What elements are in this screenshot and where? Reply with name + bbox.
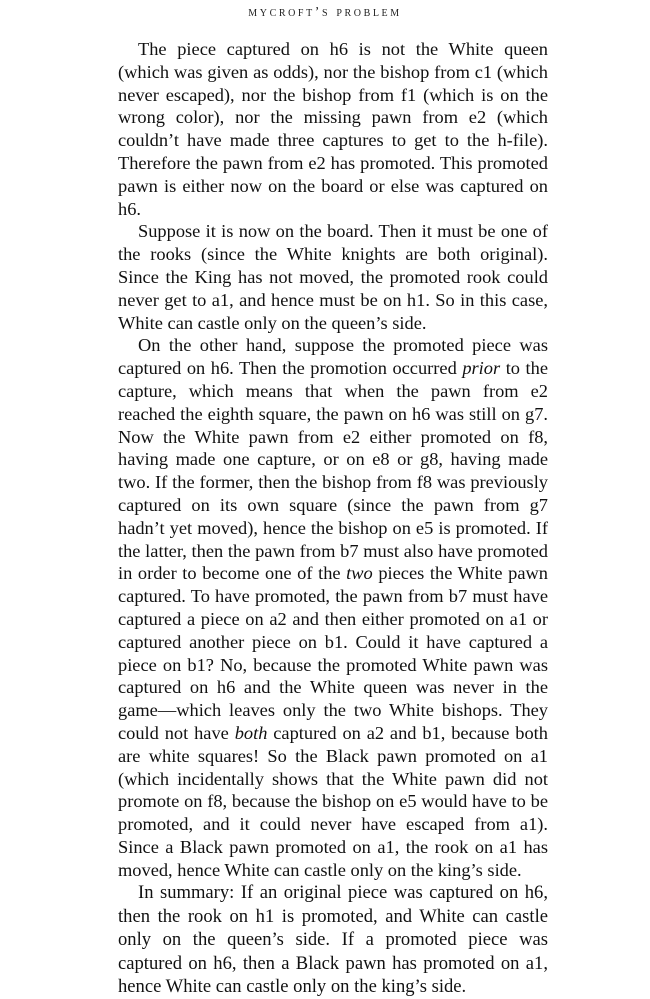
text-segment: captured on a2 and b1, because both are white squares! So the Black pawn promoted on a1 (which incidentally shows that the White pawn did not promote on f8, because the bishop on e5 would have to be promoted, and it could never have escaped from a1). Since a Black pawn promoted on a1, the rook on a1 has moved, hence White can castle only on the king’s side. [118, 722, 548, 880]
text-segment: pieces the White pawn captured. To have promoted, the pawn from b7 must have captured a piece on a2 and then either promoted on a1 or captured another piece on b1. Could it have captured a piece on b1? No, because the promoted White pawn was captured on h6 and the White queen was never in the game—which leaves only the two White bishops. They could not have [118, 563, 548, 743]
text-segment: to the capture, which means that when the pawn from e2 reached the eighth square, the pawn on h6 was still on g7. Now the White pawn from e2 either promoted on f8, having made one capture, or on e8 or g8, having made two. If the former, then the bishop from f8 was previously captured on its own square (since the pawn from g7 hadn’t yet moved), hence the bishop on e5 is promoted. If the latter, then the pawn from b7 must also have promoted in order to become one of the [118, 358, 549, 584]
italic-word-two: two [346, 563, 373, 584]
text-segment: In summary: If an original piece was captured on h6, then the rook on h1 is promoted, and White can castle only on the queen’s side. If a promoted piece was captured on h6, then a Black pawn has promoted on a1, hence White can castle only on the king’s side. [118, 882, 548, 998]
italic-word-prior: prior [462, 358, 501, 379]
paragraph-3 [118, 334, 548, 881]
body-text [118, 38, 548, 999]
text-segment: On the other hand, suppose the promoted piece was captured on h6. Then the promotion occurred [118, 335, 548, 379]
running-head: mycroft’s problem [248, 5, 402, 20]
paragraph-4 [118, 881, 548, 998]
paragraph-1 [118, 38, 548, 220]
italic-word-both: both [234, 722, 268, 743]
text-segment: Suppose it is now on the board. Then it must be one of the rooks (since the White knights are both original). Since the King has not moved, the promoted rook could never get to a1, and hence must be on h1. So in this case, White can castle only on the queen’s side. [118, 221, 548, 333]
paragraph-2 [118, 220, 548, 334]
text-segment: The piece captured on h6 is not the White queen (which was given as odds), nor the bishop from c1 (which never escaped), nor the bishop from f1 (which is on the wrong color), nor the missing pawn from e2 (which couldn’t have made three captures to get to the h-file). Therefore the pawn from e2 has promoted. This promoted pawn is either now on the board or else was captured on h6. [118, 39, 548, 219]
